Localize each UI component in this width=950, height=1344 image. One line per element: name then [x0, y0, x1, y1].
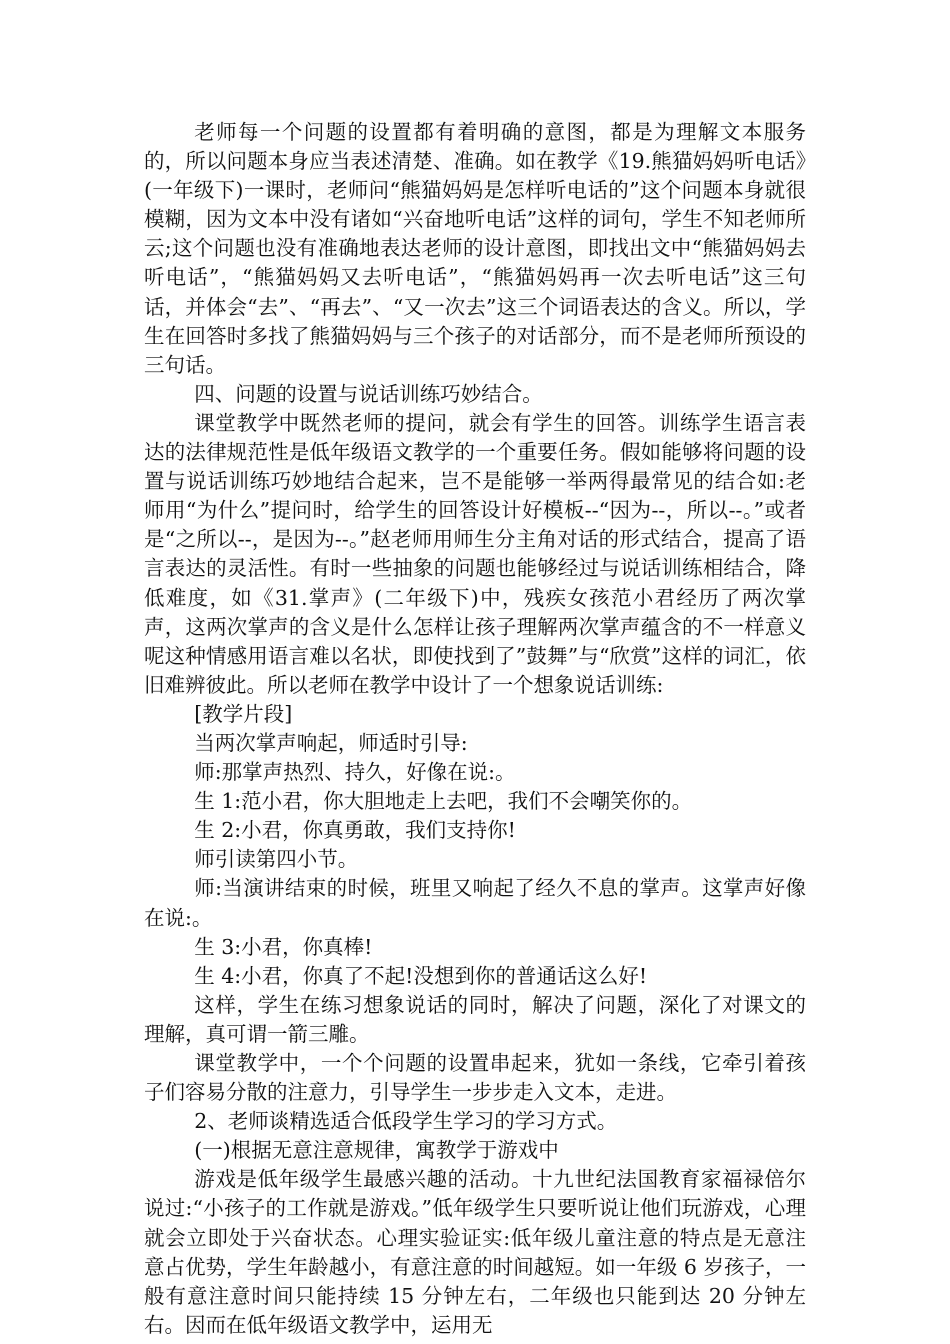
- fragment-line-1: 当两次掌声响起，师适时引导:: [194, 730, 468, 755]
- fragment-line-5: 师引读第四小节。: [194, 847, 359, 872]
- paragraph-outcome: 这样，学生在练习想象说话的同时，解决了问题，深化了对课文的理解，真可谓一箭三雕。: [144, 992, 806, 1046]
- teaching-fragment-label: [教学片段]: [194, 701, 293, 726]
- heading-question-and-speaking-training: 四、问题的设置与说话训练巧妙结合。: [194, 381, 543, 406]
- document-page: [144, 118, 806, 1340]
- paragraph-games: 游戏是低年级学生最感兴趣的活动。十九世纪法国教育家福禄倍尔说过:“小孩子的工作就是游戏。”低年级学生只要听说让他们玩游戏，心理就会立即处于兴奋状态。心理实验证实:低年级儿童注意的特点是无意注意占优势，学生年龄越小，有意注意的时间越短。如一年级 6 岁孩子，一般有意注意时间只能持续 15 分钟左右，二年级也只能到达 20 分钟左右。因而在低年级语文教学中，运用无: [144, 1167, 806, 1337]
- fragment-line-6: 师:当演讲结束的时候，班里又响起了经久不息的掌声。这掌声好像在说:。: [144, 876, 806, 930]
- paragraph-question-design-clarity: 老师每一个问题的设置都有着明确的意图，都是为理解文本服务的，所以问题本身应当表述清楚、准确。如在教学《19.熊猫妈妈听电话》(一年级下)一课时，老师问“熊猫妈妈是怎样听电话的”这个问题本身就很模糊，因为文本中没有诸如“兴奋地听电话”这样的词句，学生不知老师所云;这个问题也没有准确地表达老师的设计意图，即找出文中“熊猫妈妈去听电话”，“熊猫妈妈又去听电话”，“熊猫妈妈再一次去听电话”这三句话，并体会“去”、“再去”、“又一次去”这三个词语表达的含义。所以，学生在回答时多找了熊猫妈妈与三个孩子的对话部分，而不是老师所预设的三句话。: [144, 120, 806, 377]
- fragment-line-8: 生 4:小君，你真了不起!没想到你的普通话这么好!: [194, 963, 648, 988]
- heading-games-in-teaching: (一)根据无意注意规律，寓教学于游戏中: [194, 1138, 559, 1163]
- heading-learning-methods: 2、老师谈精选适合低段学生学习的学习方式。: [194, 1109, 618, 1134]
- fragment-line-2: 师:那掌声热烈、持久，好像在说:。: [194, 760, 516, 785]
- fragment-line-4: 生 2:小君，你真勇敢，我们支持你!: [194, 818, 516, 843]
- paragraph-speaking-training: 课堂教学中既然老师的提问，就会有学生的回答。训练学生语言表达的法律规范性是低年级语文教学的一个重要任务。假如能够将问题的设置与说话训练巧妙地结合起来，岂不是能够一举两得最常见的结合如:老师用“为什么”提问时，给学生的回答设计好模板--“因为--，所以--。”或者是“之所以--，是因为--。”赵老师用师生分主角对话的形式结合，提高了语言表达的灵活性。有时一些抽象的问题也能够经过与说话训练相结合，降低难度，如《31.掌声》(二年级下)中，残疾女孩范小君经历了两次掌声，这两次掌声的含义是什么怎样让孩子理解两次掌声蕴含的不一样意义呢这种情感用语言难以名状，即使找到了”鼓舞”与“欣赏”这样的词汇，依旧难辨彼此。所以老师在教学中设计了一个想象说话训练:: [144, 410, 806, 697]
- paragraph-summary: 课堂教学中，一个个问题的设置串起来，犹如一条线，它牵引着孩子们容易分散的注意力，引导学生一步步走入文本，走进。: [144, 1051, 806, 1105]
- fragment-line-7: 生 3:小君，你真棒!: [194, 934, 373, 959]
- fragment-line-3: 生 1:范小君，你大胆地走上去吧，我们不会嘲笑你的。: [194, 789, 693, 814]
